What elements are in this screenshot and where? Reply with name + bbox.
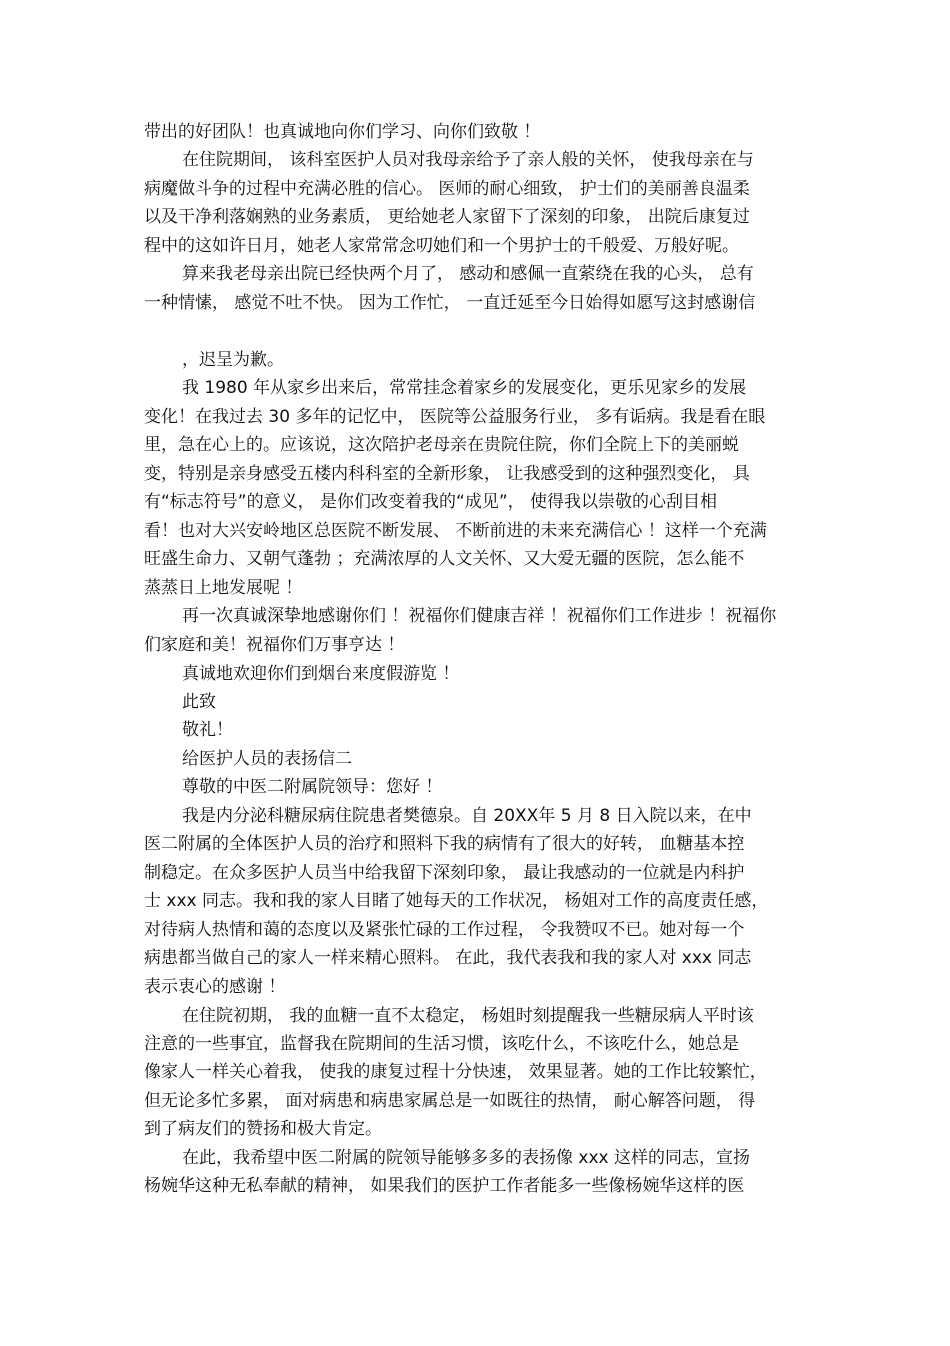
text-line: 病魔做斗争的过程中充满必胜的信心。 医师的耐心细致， 护士们的美丽善良温柔 (144, 179, 750, 199)
text-line: 带出的好团队！也真诚地向你们学习、向你们致敬 ！ (144, 122, 541, 142)
text-line: 在住院初期， 我的血糖一直不太稳定， 杨姐时刻提醒我一些糖尿病人平时该 (182, 1006, 754, 1026)
text-line: 有“标志符号”的意义， 是你们改变着我的“成见”， 使得我以崇敬的心刮目相 (144, 492, 718, 512)
text-line: 像家人一样关心着我， 使我的康复过程十分快速， 效果显著。她的工作比较繁忙， (144, 1062, 767, 1082)
text-line: 杨婉华这种无私奉献的精神， 如果我们的医护工作者能多一些像杨婉华这样的医 (144, 1176, 745, 1196)
text-line: 士 xxx 同志。我和我的家人目睹了她每天的工作状况， 杨姐对工作的高度责任感， (144, 891, 769, 911)
text-line: 制稳定。在众多医护人员当中给我留下深刻印象， 最让我感动的一位就是内科护 (144, 863, 745, 883)
text-line: 我是内分泌科糖尿病住院患者樊德泉。自 20XX年 5 月 8 日入院以来，在中 (182, 806, 752, 826)
text-line: 在住院期间， 该科室医护人员对我母亲给予了亲人般的关怀， 使我母亲在与 (182, 150, 754, 170)
text-line: 一种情愫， 感觉不吐不快。 因为工作忙， 一直迁延至今日始得如愿写这封感谢信 (144, 293, 756, 313)
text-line: 程中的这如许日月，她老人家常常念叨她们和一个男护士的千般爱、万般好呢。 (144, 236, 739, 256)
text-line: 注意的一些事宜，监督我在院期间的生活习惯，该吃什么，不该吃什么，她总是 (144, 1034, 739, 1054)
text-line: 们家庭和美！祝福你们万事亨达 ！ (144, 635, 405, 655)
text-line: 此致 (182, 692, 216, 712)
text-line: 到了病友们的赞扬和极大肯定。 (144, 1119, 382, 1139)
text-line: 尊敬的中医二附属院领导：您好 ！ (182, 777, 443, 797)
text-line: 以及干净利落娴熟的业务素质， 更给她老人家留下了深刻的印象， 出院后康复过 (144, 207, 750, 227)
text-line: 蒸蒸日上地发展呢 ！ (144, 578, 303, 598)
text-line: 敬礼！ (182, 720, 233, 740)
text-line: 算来我老母亲出院已经快两个月了， 感动和感佩一直萦绕在我的心头， 总有 (182, 264, 754, 284)
text-line: 对待病人热情和蔼的态度以及紧张忙碌的工作过程， 令我赞叹不已。她对每一个 (144, 920, 745, 940)
text-line: 但无论多忙多累， 面对病患和病患家属总是一如既往的热情， 耐心解答问题， 得 (144, 1091, 756, 1111)
text-line: 变化！在我过去 30 多年的记忆中， 医院等公益服务行业， 多有诟病。我是看在眼 (144, 407, 766, 427)
text-line: ，迟呈为歉。 (182, 350, 284, 370)
text-line: 看！也对大兴安岭地区总医院不断发展、 不断前进的未来充满信心 ！这样一个充满 (144, 521, 767, 541)
text-line: 真诚地欢迎你们到烟台来度假游览 ！ (182, 664, 460, 684)
text-line: 病患都当做自己的家人一样来精心照料。 在此，我代表我和我的家人对 xxx 同志 (144, 948, 752, 968)
text-line: 里，急在心上的。应该说，这次陪护老母亲在贵院住院，你们全院上下的美丽蜕 (144, 435, 739, 455)
text-line: 我 1980 年从家乡出来后，常常挂念着家乡的发展变化，更乐见家乡的发展 (182, 378, 747, 398)
text-line: 变，特别是亲身感受五楼内科科室的全新形象， 让我感受到的这种强烈变化， 具 (144, 464, 750, 484)
text-line: 旺盛生命力、又朝气蓬勃 ；充满浓厚的人文关怀、又大爱无疆的医院，怎么能不 (144, 549, 745, 569)
text-line: 医二附属的全体医护人员的治疗和照料下我的病情有了很大的好转， 血糖基本控 (144, 834, 745, 854)
section-title: 给医护人员的表扬信二 (182, 749, 352, 769)
text-line: 再一次真诚深挚地感谢你们 ！祝福你们健康吉祥 ！祝福你们工作进步 ！祝福你 (182, 606, 777, 626)
text-line: 在此，我希望中医二附属的院领导能够多多的表扬像 xxx 这样的同志，宣扬 (182, 1148, 750, 1168)
text-line: 表示衷心的感谢 ！ (144, 977, 286, 997)
